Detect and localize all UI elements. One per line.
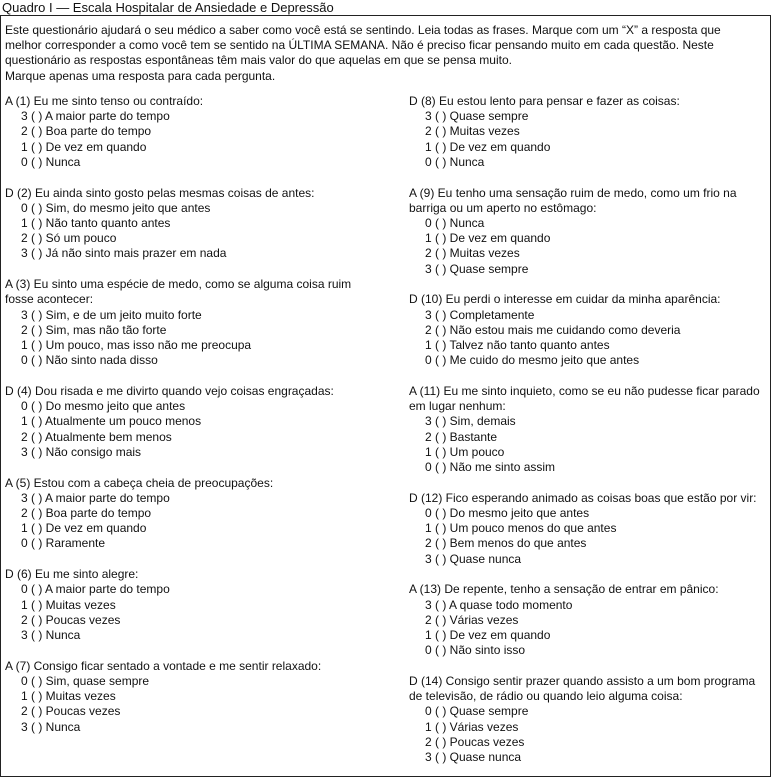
answer-option[interactable]: 0 ( ) A maior parte do tempo <box>21 582 170 597</box>
answer-option[interactable]: 2 ( ) Bastante <box>425 429 498 444</box>
question-text: A (1) Eu me sinto tenso ou contraído: <box>5 94 204 108</box>
answer-option[interactable]: 2 ( ) Sim, mas não tão forte <box>21 322 167 337</box>
answer-option[interactable]: 2 ( ) Atualmente bem menos <box>21 429 172 444</box>
page-title: Quadro I — Escala Hospitalar de Ansiedade e Depressão <box>2 0 334 15</box>
answer-option[interactable]: 0 ( ) Do mesmo jeito que antes <box>425 506 590 521</box>
question-item <box>5 94 390 170</box>
answer-option[interactable]: 0 ( ) Raramente <box>21 536 106 551</box>
answer-option[interactable]: 1 ( ) Não tanto quanto antes <box>21 216 171 231</box>
answer-option[interactable]: 1 ( ) De vez em quando <box>425 231 551 246</box>
answer-option[interactable]: 0 ( ) Nunca <box>21 154 81 169</box>
question-text: em lugar nenhum: <box>409 399 506 414</box>
answer-option[interactable]: 1 ( ) Talvez não tanto quanto antes <box>425 338 610 353</box>
answer-option[interactable]: 1 ( ) Muitas vezes <box>21 597 116 612</box>
right-column <box>409 94 769 781</box>
answer-option[interactable]: 3 ( ) Quase nunca <box>425 551 522 566</box>
answer-option[interactable]: 1 ( ) Muitas vezes <box>21 689 116 704</box>
answer-option[interactable]: 3 ( ) Nunca <box>21 719 81 734</box>
question-item <box>409 491 769 567</box>
question-item <box>5 186 390 262</box>
question-text: D (4) Dou risada e me divirto quando vejo coisas engraçadas: <box>5 384 334 399</box>
instructions-line: melhor corresponder a como você tem se sentido na ÚLTIMA SEMANA. Não é preciso ficar pensando muito em cada questão. Neste <box>5 38 714 53</box>
instructions-line: Este questionário ajudará o seu médico a saber como você está se sentindo. Leia todas as frases. Marque com um “X” a resposta que <box>5 23 721 37</box>
answer-option[interactable]: 2 ( ) Bem menos do que antes <box>425 536 587 551</box>
answer-option[interactable]: 3 ( ) Não consigo mais <box>21 444 142 459</box>
answer-option[interactable]: 0 ( ) Não sinto nada disso <box>21 353 158 368</box>
answer-option[interactable]: 3 ( ) Sim, e de um jeito muito forte <box>21 307 202 322</box>
answer-option[interactable]: 0 ( ) Nunca <box>425 154 485 169</box>
question-text: D (6) Eu me sinto alegre: <box>5 567 139 582</box>
question-item <box>409 582 769 658</box>
answer-option[interactable]: 3 ( ) Já não sinto mais prazer em nada <box>21 246 227 261</box>
question-item <box>5 659 390 735</box>
answer-option[interactable]: 0 ( ) Me cuido do mesmo jeito que antes <box>425 353 640 368</box>
answer-option[interactable]: 1 ( ) De vez em quando <box>21 521 147 536</box>
answer-option[interactable]: 0 ( ) Sim, quase sempre <box>21 674 150 689</box>
question-item <box>5 384 390 460</box>
answer-option[interactable]: 3 ( ) Sim, demais <box>425 414 516 429</box>
question-text: de televisão, de rádio ou quando leio alguma coisa: <box>409 689 683 704</box>
answer-option[interactable]: 2 ( ) Boa parte do tempo <box>21 124 152 139</box>
answer-option[interactable]: 3 ( ) A maior parte do tempo <box>21 109 170 124</box>
answer-option[interactable]: 1 ( ) De vez em quando <box>425 628 551 643</box>
answer-option[interactable]: 0 ( ) Nunca <box>425 216 485 231</box>
question-text: D (12) Fico esperando animado as coisas boas que estão por vir: <box>409 490 757 505</box>
question-item <box>5 567 390 643</box>
question-text: barriga ou um aperto no estômago: <box>409 200 597 215</box>
question-text: D (10) Eu perdi o interesse em cuidar da minha aparência: <box>409 292 721 307</box>
answer-option[interactable]: 0 ( ) Do mesmo jeito que antes <box>21 399 186 414</box>
question-item <box>5 277 390 368</box>
question-item <box>409 292 769 368</box>
answer-option[interactable]: 1 ( ) De vez em quando <box>21 139 147 154</box>
answer-option[interactable]: 1 ( ) De vez em quando <box>425 139 551 154</box>
answer-option[interactable]: 0 ( ) Não sinto isso <box>425 643 526 658</box>
answer-option[interactable]: 0 ( ) Sim, do mesmo jeito que antes <box>21 200 211 215</box>
instructions-line: Marque apenas uma resposta para cada pergunta. <box>5 68 276 83</box>
question-text: D (8) Eu estou lento para pensar e fazer as coisas: <box>409 94 680 108</box>
answer-option[interactable]: 1 ( ) Atualmente um pouco menos <box>21 414 202 429</box>
left-column <box>5 94 390 750</box>
question-text: fosse acontecer: <box>5 292 94 307</box>
answer-option[interactable]: 3 ( ) Nunca <box>21 628 81 643</box>
question-item <box>409 186 769 277</box>
answer-option[interactable]: 2 ( ) Poucas vezes <box>21 612 121 627</box>
answer-option[interactable]: 2 ( ) Poucas vezes <box>425 734 525 749</box>
answer-option[interactable]: 2 ( ) Várias vezes <box>425 612 519 627</box>
answer-option[interactable]: 3 ( ) Quase sempre <box>425 261 529 276</box>
question-text: A (7) Consigo ficar sentado a vontade e me sentir relaxado: <box>5 658 322 673</box>
answer-option[interactable]: 3 ( ) Completamente <box>425 307 535 322</box>
answer-option[interactable]: 0 ( ) Quase sempre <box>425 704 529 719</box>
answer-option[interactable]: 1 ( ) Um pouco menos do que antes <box>425 521 617 536</box>
instructions <box>5 23 765 84</box>
answer-option[interactable]: 3 ( ) A quase todo momento <box>425 597 573 612</box>
question-text: D (2) Eu ainda sinto gosto pelas mesmas coisas de antes: <box>5 185 315 200</box>
answer-option[interactable]: 2 ( ) Muitas vezes <box>425 246 520 261</box>
question-text: A (13) De repente, tenho a sensação de entrar em pânico: <box>409 582 719 597</box>
question-item <box>409 94 769 170</box>
answer-option[interactable]: 3 ( ) Quase nunca <box>425 750 522 765</box>
answer-option[interactable]: 2 ( ) Só um pouco <box>21 231 117 246</box>
question-item <box>409 674 769 765</box>
question-text: A (9) Eu tenho uma sensação ruim de medo, como um frio na <box>409 185 737 200</box>
question-text: A (3) Eu sinto uma espécie de medo, como se alguma coisa ruim <box>5 277 352 292</box>
answer-option[interactable]: 0 ( ) Não me sinto assim <box>425 460 556 475</box>
answer-option[interactable]: 3 ( ) A maior parte do tempo <box>21 490 170 505</box>
answer-option[interactable]: 2 ( ) Poucas vezes <box>21 704 121 719</box>
question-text: A (5) Estou com a cabeça cheia de preocupações: <box>5 475 274 490</box>
answer-option[interactable]: 1 ( ) Várias vezes <box>425 719 519 734</box>
answer-option[interactable]: 2 ( ) Não estou mais me cuidando como deveria <box>425 322 681 337</box>
answer-option[interactable]: 2 ( ) Muitas vezes <box>425 124 520 139</box>
answer-option[interactable]: 1 ( ) Um pouco, mas isso não me preocupa <box>21 338 252 353</box>
question-item <box>5 476 390 552</box>
question-item <box>409 384 769 475</box>
question-text: A (11) Eu me sinto inquieto, como se eu não pudesse ficar parado <box>409 384 760 399</box>
answer-option[interactable]: 3 ( ) Quase sempre <box>425 109 529 124</box>
answer-option[interactable]: 2 ( ) Boa parte do tempo <box>21 506 152 521</box>
answer-option[interactable]: 1 ( ) Um pouco <box>425 444 505 459</box>
question-text: D (14) Consigo sentir prazer quando assisto a um bom programa <box>409 674 756 689</box>
instructions-line: questionário as respostas espontâneas têm mais valor do que aquelas em que se pensa muito. <box>5 53 512 68</box>
